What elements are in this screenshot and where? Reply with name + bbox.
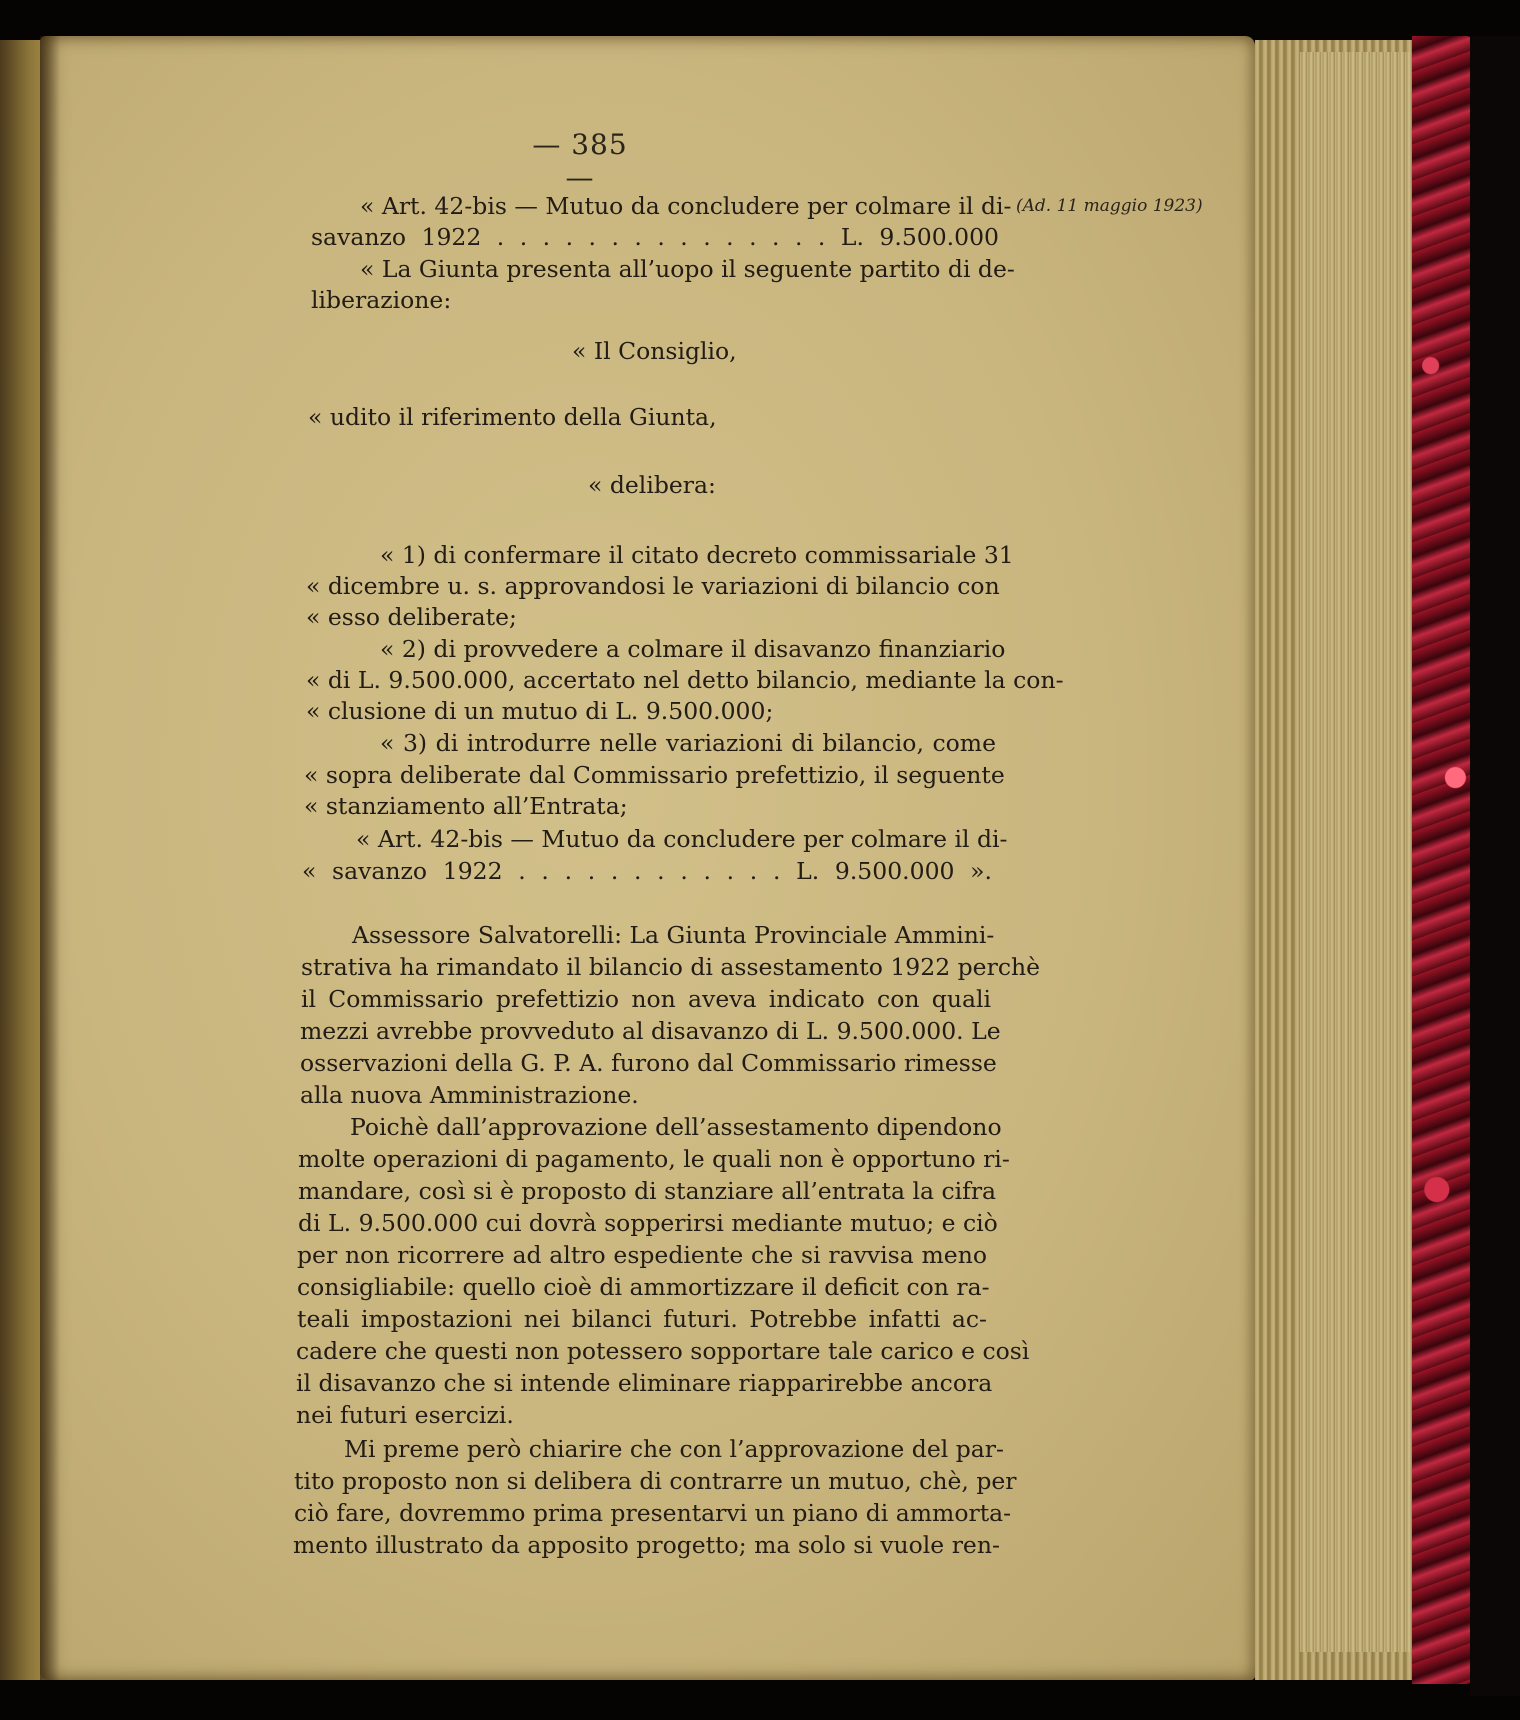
text-line: mandare, così si è proposto di stanziare all’entrata la cifra	[298, 1177, 997, 1205]
text-line: « 1) di confermare il citato decreto commissariale 31	[380, 541, 1014, 569]
text-line: il Commissario prefettizio non aveva indicato con quali	[301, 985, 991, 1013]
text-line: « sopra deliberate dal Commissario prefettizio, il seguente	[304, 761, 1005, 789]
text-line: per non ricorrere ad altro espediente che si ravvisa meno	[297, 1241, 987, 1269]
text-line: alla nuova Amministrazione.	[300, 1081, 639, 1109]
text-line: nei futuri esercizi.	[296, 1401, 514, 1429]
text-line: « esso deliberate;	[306, 603, 517, 631]
text-line: mezzi avrebbe provveduto al disavanzo di L. 9.500.000. Le	[300, 1017, 1001, 1045]
page-stack-edges-inner	[1300, 52, 1415, 1652]
gutter-shadow	[40, 36, 60, 1680]
text-line: « dicembre u. s. approvandosi le variazioni di bilancio con	[306, 572, 1000, 600]
background-right	[1470, 36, 1520, 1696]
text-line: di L. 9.500.000 cui dovrà sopperirsi mediante mutuo; e ciò	[298, 1209, 998, 1237]
margin-note: (Ad. 11 maggio 1923)	[1016, 196, 1203, 216]
text-line: « Art. 42-bis — Mutuo da concludere per colmare il di-	[356, 825, 1008, 853]
text-line: « 2) di provvedere a colmare il disavanzo finanziario	[380, 635, 1006, 663]
text-line: « udito il riferimento della Giunta,	[308, 403, 717, 431]
text-line: Assessore Salvatorelli: La Giunta Provinciale Ammini-	[352, 921, 995, 949]
text-line: Mi preme però chiarire che con l’approvazione del par-	[344, 1435, 1004, 1463]
text-line: teali impostazioni nei bilanci futuri. Potrebbe infatti ac-	[297, 1305, 987, 1333]
text-line: « stanziamento all’Entrata;	[304, 792, 628, 820]
marbled-cover	[1412, 36, 1474, 1684]
text-line: consigliabile: quello cioè di ammortizzare il deficit con ra-	[297, 1273, 990, 1301]
page-number: — 385 —	[532, 128, 628, 194]
text-line: cadere che questi non potessero sopportare tale carico e così	[296, 1337, 1030, 1365]
text-line: il disavanzo che si intende eliminare riapparirebbe ancora	[296, 1369, 993, 1397]
text-line: « di L. 9.500.000, accertato nel detto bilancio, mediante la con-	[306, 666, 1064, 694]
text-line: « Art. 42-bis — Mutuo da concludere per colmare il di-	[360, 192, 1012, 220]
text-line: strativa ha rimandato il bilancio di assestamento 1922 perchè	[301, 953, 1041, 981]
text-line: « savanzo 1922 . . . . . . . . . . . . L. 9.500.000 ».	[302, 857, 992, 885]
text-line: « Il Consiglio,	[572, 337, 737, 365]
text-line: osservazioni della G. P. A. furono dal Commissario rimesse	[300, 1049, 997, 1077]
text-line: tito proposto non si delibera di contrarre un mutuo, chè, per	[294, 1467, 1017, 1495]
text-line: ciò fare, dovremmo prima presentarvi un piano di ammorta-	[294, 1499, 1012, 1527]
text-line: « clusione di un mutuo di L. 9.500.000;	[306, 697, 774, 725]
text-line: Poichè dall’approvazione dell’assestamento dipendono	[350, 1113, 1002, 1141]
text-line: « La Giunta presenta all’uopo il seguente partito di de-	[360, 255, 1015, 283]
text-line: molte operazioni di pagamento, le quali non è opportuno ri-	[298, 1145, 1010, 1173]
text-line: mento illustrato da apposito progetto; ma solo si vuole ren-	[293, 1531, 1000, 1559]
text-line: liberazione:	[311, 286, 452, 314]
text-line: « 3) di introdurre nelle variazioni di bilancio, come	[380, 729, 996, 757]
text-line: « delibera:	[588, 471, 716, 499]
text-line: savanzo 1922 . . . . . . . . . . . . . . . L. 9.500.000	[311, 223, 999, 251]
